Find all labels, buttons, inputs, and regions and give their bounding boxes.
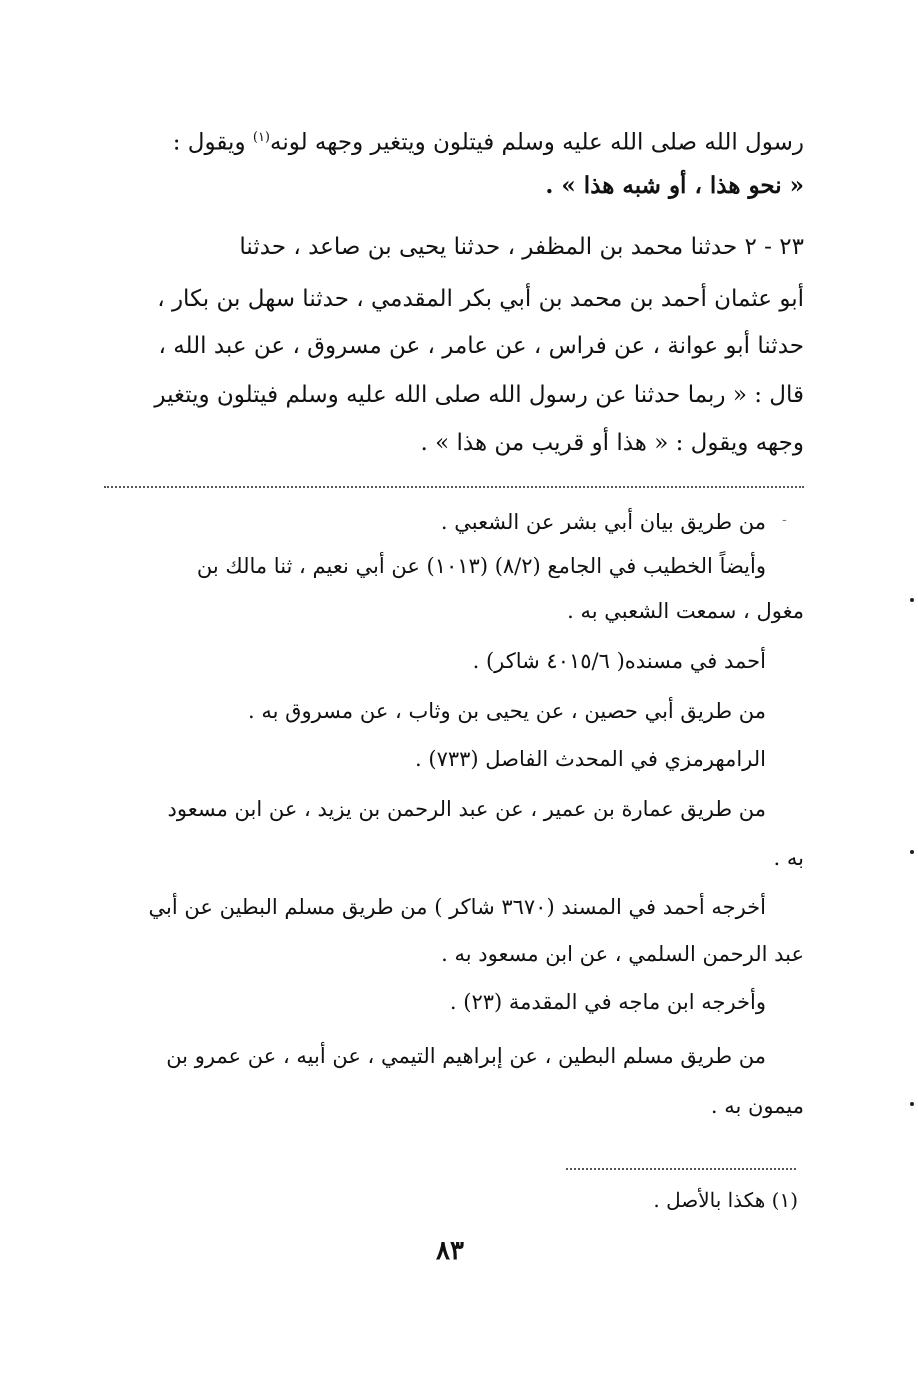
scan-artifact: [910, 1102, 914, 1106]
main-line-1: [173, 122, 804, 159]
footnote: (١) هكذا بالأصل .: [653, 1188, 798, 1212]
note-line-2: وأيضاً الخطيب في الجامع (٨/٢) (١٠١٣) عن أبي نعيم ، ثنا مالك بن: [196, 554, 766, 578]
main-line-1-text: رسول الله صلى الله عليه وسلم فيتلون ويتغير وجهه لونه: [270, 129, 804, 156]
note-line-10: عبد الرحمن السلمي ، عن ابن مسعود به .: [441, 942, 804, 966]
note-line-1: من طريق بيان أبي بشر عن الشعبي .: [440, 510, 766, 534]
scan-artifact: [910, 850, 914, 854]
note-line-13: ميمون به .: [710, 1094, 804, 1118]
footnote-reference: (١): [252, 130, 270, 145]
note-line-9: أخرجه أحمد في المسند (٣٦٧٠ شاكر ) من طريق مسلم البطين عن أبي: [148, 895, 766, 919]
footnote-separator: [566, 1168, 796, 1170]
note-line-4: أحمد في مسنده( ٤٠١٥/٦ شاكر) .: [472, 649, 766, 673]
scan-artifact: [910, 598, 914, 602]
page-number: ٨٣: [436, 1236, 464, 1266]
note-line-12: من طريق مسلم البطين ، عن إبراهيم التيمي ، عن أبيه ، عن عمرو بن: [166, 1044, 766, 1068]
hadith-number-line: ٢٣ - ٢ حدثنا محمد بن المظفر ، حدثنا يحيى بن صاعد ، حدثنا: [239, 234, 804, 260]
main-line-5: حدثنا أبو عوانة ، عن فراس ، عن عامر ، عن مسروق ، عن عبد الله ،: [158, 333, 804, 359]
main-line-2: « نحو هذا ، أو شبه هذا » .: [545, 172, 804, 199]
main-line-6: قال : « ربما حدثنا عن رسول الله صلى الله عليه وسلم فيتلون ويتغير: [154, 382, 804, 408]
note-line-3: مغول ، سمعت الشعبي به .: [567, 599, 804, 623]
notes-separator: [104, 486, 804, 488]
note-line-11: وأخرجه ابن ماجه في المقدمة (٢٣) .: [449, 990, 766, 1014]
main-line-1-suffix: ويقول :: [172, 129, 246, 156]
note-line-6: الرامهرمزي في المحدث الفاصل (٧٣٣) .: [415, 747, 766, 771]
note-line-5: من طريق أبي حصين ، عن يحيى بن وثاب ، عن مسروق به .: [248, 699, 766, 723]
note-line-7: من طريق عمارة بن عمير ، عن عبد الرحمن بن يزيد ، عن ابن مسعود: [167, 797, 766, 821]
margin-mark: -: [782, 512, 787, 528]
main-line-7: وجهه ويقول : « هذا أو قريب من هذا » .: [420, 430, 804, 456]
main-line-4: أبو عثمان أحمد بن محمد بن أبي بكر المقدمي ، حدثنا سهل بن بكار ،: [157, 286, 804, 312]
note-line-8: به .: [773, 846, 804, 870]
